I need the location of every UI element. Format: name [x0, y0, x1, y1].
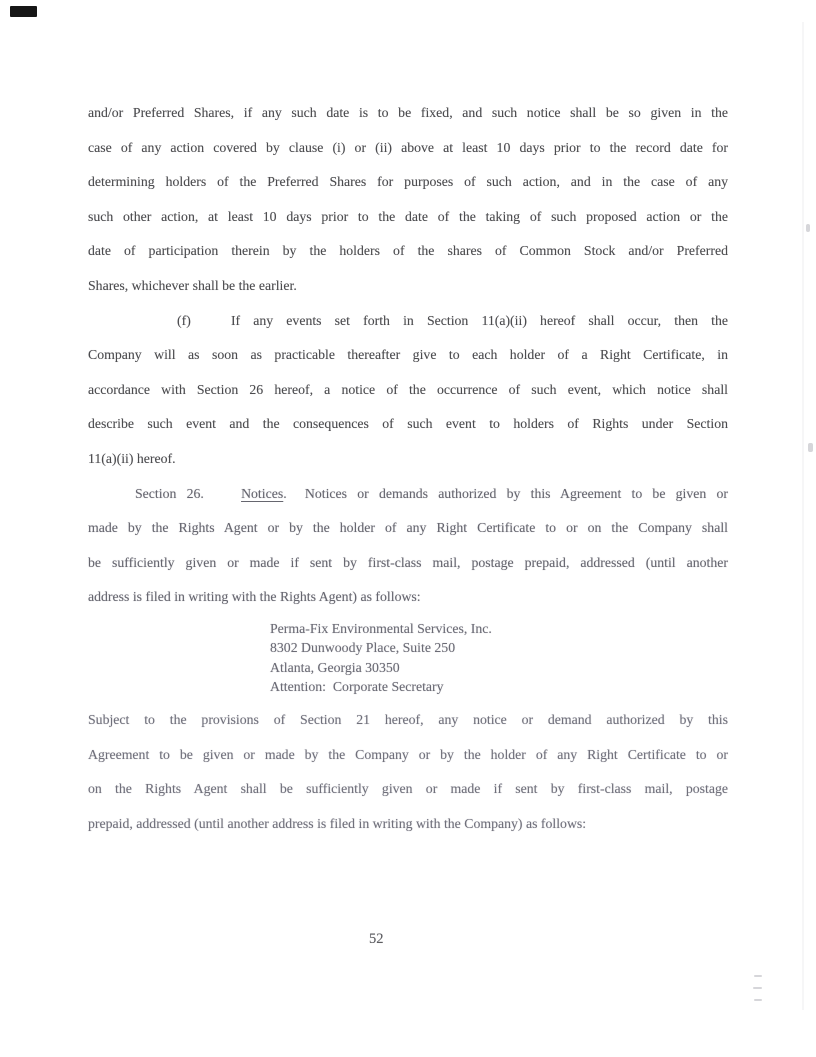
scan-artifact	[806, 224, 810, 232]
text-line: and/or Preferred Shares, if any such date is to be fixed, and such notice shall be so given in the	[88, 105, 728, 120]
text-segment: If any events set forth in Section 11(a)(ii) hereof shall occur, then the	[230, 312, 728, 328]
text-line: Subject to the provisions of Section 21 hereof, any notice or demand authorized by this	[88, 711, 728, 727]
text-column	[88, 96, 728, 841]
text-line: made by the Rights Agent or by the holder of any Right Certificate to or on the Company shall	[88, 520, 728, 536]
notices-heading: Notices	[241, 485, 284, 501]
scan-artifact	[754, 975, 762, 977]
scan-artifact	[753, 987, 762, 989]
address-line: Perma-Fix Environmental Services, Inc.	[270, 620, 492, 636]
text-line	[88, 477, 728, 512]
scan-artifact	[808, 443, 813, 452]
address-line: 8302 Dunwoody Place, Suite 250	[270, 640, 456, 656]
text-segment: Notices or demands authorized by this Agreement to be given or	[304, 485, 729, 501]
text-line: address is filed in writing with the Rights Agent) as follows:	[88, 589, 421, 605]
text-line: Agreement to be given or made by the Company or by the holder of any Right Certificate to or	[88, 746, 728, 762]
scan-edge-line	[802, 22, 804, 1010]
section-label: Section 26.	[135, 485, 204, 501]
text-line: be sufficiently given or made if sent by first-class mail, postage prepaid, addressed (until another	[88, 554, 728, 570]
paragraph-continuation	[88, 96, 728, 304]
clause-label: (f)	[177, 312, 191, 328]
text-line: determining holders of the Preferred Shares for purposes of such action, and in the case of any	[88, 174, 728, 190]
address-line: Attention: Corporate Secretary	[270, 679, 444, 695]
text-line: 11(a)(ii) hereof.	[88, 450, 176, 466]
text-line: prepaid, addressed (until another address is filed in writing with the Company) as follows:	[88, 815, 587, 831]
scan-artifact	[754, 999, 762, 1001]
address-line: Atlanta, Georgia 30350	[270, 659, 400, 675]
paragraph-subject	[88, 703, 728, 841]
text-line: date of participation therein by the holders of the shares of Common Stock and/or Preferred	[88, 243, 728, 259]
text-line: Shares, whichever shall be the earlier.	[88, 277, 297, 293]
text-line: case of any action covered by clause (i) or (ii) above at least 10 days prior to the record date for	[88, 139, 728, 155]
text-line: Company will as soon as practicable thereafter give to each holder of a Right Certificate, in	[88, 347, 728, 363]
address-block	[270, 619, 728, 697]
text-line: on the Rights Agent shall be sufficiently given or made if sent by first-class mail, postage	[88, 781, 728, 797]
page-number: 52	[369, 931, 384, 947]
paragraph-section-26	[88, 477, 728, 615]
paragraph-f	[88, 304, 728, 477]
text-line: such other action, at least 10 days prior to the date of the taking of such proposed action or the	[88, 208, 728, 224]
text-line: accordance with Section 26 hereof, a notice of the occurrence of such event, which notice shall	[88, 381, 728, 397]
text-line	[88, 304, 728, 339]
scan-corner-mark	[10, 6, 37, 17]
text-line: describe such event and the consequences of such event to holders of Rights under Section	[88, 416, 728, 432]
text-segment: .	[283, 485, 287, 501]
